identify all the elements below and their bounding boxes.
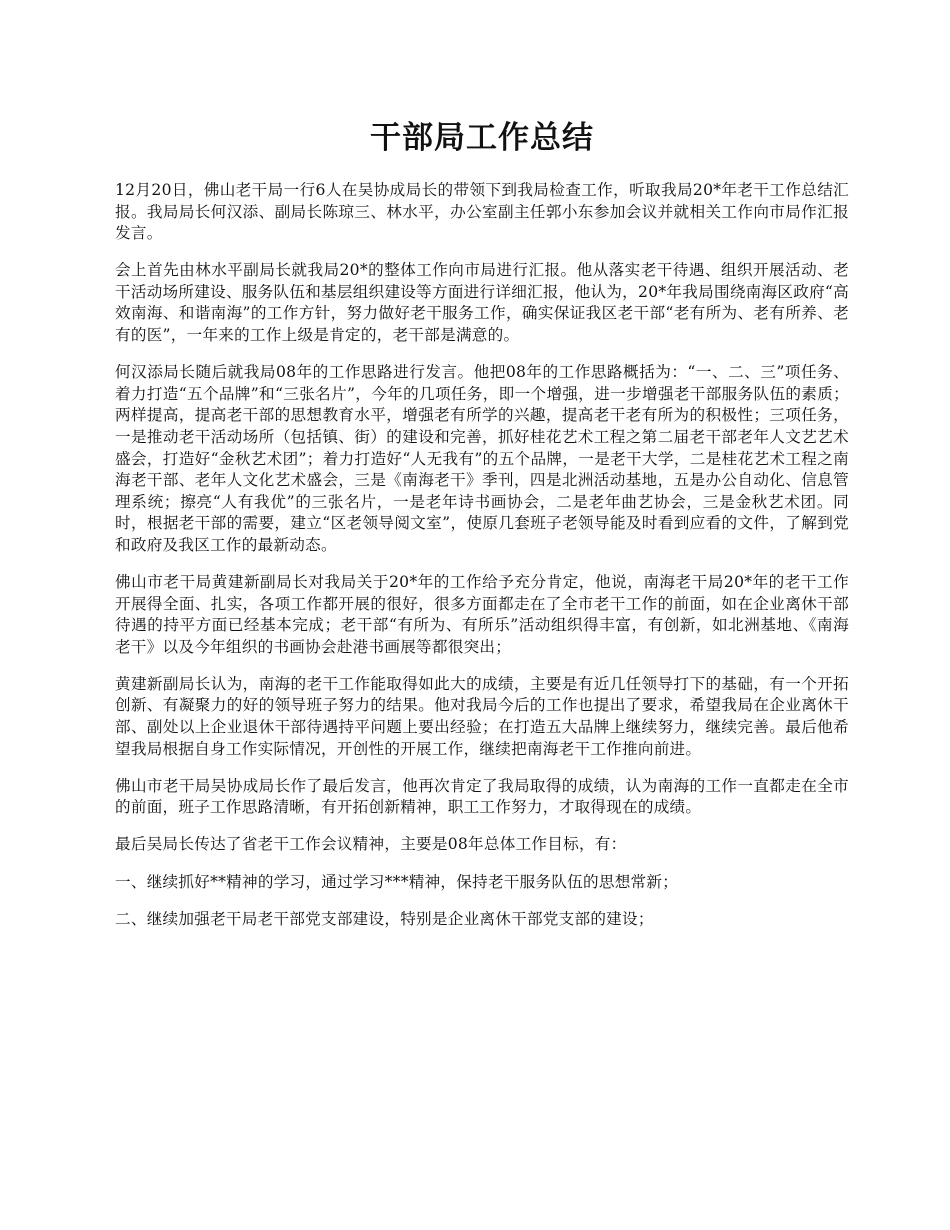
paragraph-8: 一、继续抓好**精神的学习，通过学习***精神，保持老干服务队伍的思想常新；: [115, 872, 679, 891]
document-body: [115, 180, 849, 930]
paragraph-4: 佛山市老干局黄建新副局长对我局关于20*年的工作给予充分肯定，他说，南海老干局20*年的老干工作开展得全面、扎实，各项工作都开展的很好，很多方面都走在了全市老干工作的前面，如在企业离休干部待遇的持平方面已经基本完成；老干部“有所为、有所乐”活动组织得丰富，有创新，如北洲基地、《南海老干》以及今年组织的书画协会赴港书画展等都很突出；: [115, 573, 849, 656]
paragraph-7: 最后吴局长传达了省老干工作会议精神，主要是08年总体工作目标，有：: [115, 835, 627, 854]
paragraph-2: 会上首先由林水平副局长就我局20*的整体工作向市局进行汇报。他从落实老干待遇、组织开展活动、老干活动场所建设、服务队伍和基层组织建设等方面进行详细汇报，他认为，20*年我局围绕南海区政府“高效南海、和谐南海”的工作方针，努力做好老干服务工作，确实保证我区老干部“老有所为、老有所养、老有的医”，一年来的工作上级是肯定的，老干部是满意的。: [115, 261, 849, 345]
paragraph-9: 二、继续加强老干局老干部党支部建设，特别是企业离休干部党支部的建设；: [115, 909, 654, 928]
document-title: 干部局工作总结: [370, 120, 594, 156]
paragraph-6: 佛山市老干局吴协成局长作了最后发言，他再次肯定了我局取得的成绩，认为南海的工作一直都走在全市的前面，班子工作思路清晰，有开拓创新精神，职工工作努力，才取得现在的成绩。: [115, 776, 849, 817]
paragraph-1: 12月20日，佛山老干局一行6人在吴协成局长的带领下到我局检查工作，听取我局20*年老干工作总结汇报。我局局长何汉添、副局长陈琼三、林水平，办公室副主任郭小东参加会议并就相关工作向市局作汇报发言。: [115, 181, 849, 243]
paragraph-5: 黄建新副局长认为，南海的老干工作能取得如此大的成绩，主要是有近几任领导打下的基础，有一个开拓创新、有凝聚力的好的领导班子努力的结果。他对我局今后的工作也提出了要求，希望我局在企业离休干部、副处以上企业退休干部待遇持平问题上要出经验；在打造五大品牌上继续努力，继续完善。最后他希望我局根据自身工作实际情况，开创性的开展工作，继续把南海老干工作推向前进。: [115, 674, 849, 758]
document-page: [115, 0, 849, 946]
paragraph-3: 何汉添局长随后就我局08年的工作思路进行发言。他把08年的工作思路概括为：“一、二、三”项任务、着力打造“五个品牌”和“三张名片”，今年的几项任务，即一个增强，进一步增强老干部服务队伍的素质；两样提高，提高老干部的思想教育水平，增强老有所学的兴趣，提高老干老有所为的积极性；三项任务，一是推动老干活动场所（包括镇、街）的建设和完善，抓好桂花艺术工程之第二届老干部老年人文艺艺术盛会，打造好“金秋艺术团”；着力打造好“人无我有”的五个品牌，一是老干大学，二是桂花艺术工程之南海老干部、老年人文化艺术盛会，三是《南海老干》季刊，四是北洲活动基地，五是办公自动化、信息管理系统；擦亮“人有我优”的三张名片，一是老年诗书画协会，二是老年曲艺协会，三是金秋艺术团。同时，根据老干部的需要，建立“区老领导阅文室”，使原几套班子老领导能及时看到应看的文件，了解到党和政府及我区工作的最新动态。: [115, 363, 849, 554]
